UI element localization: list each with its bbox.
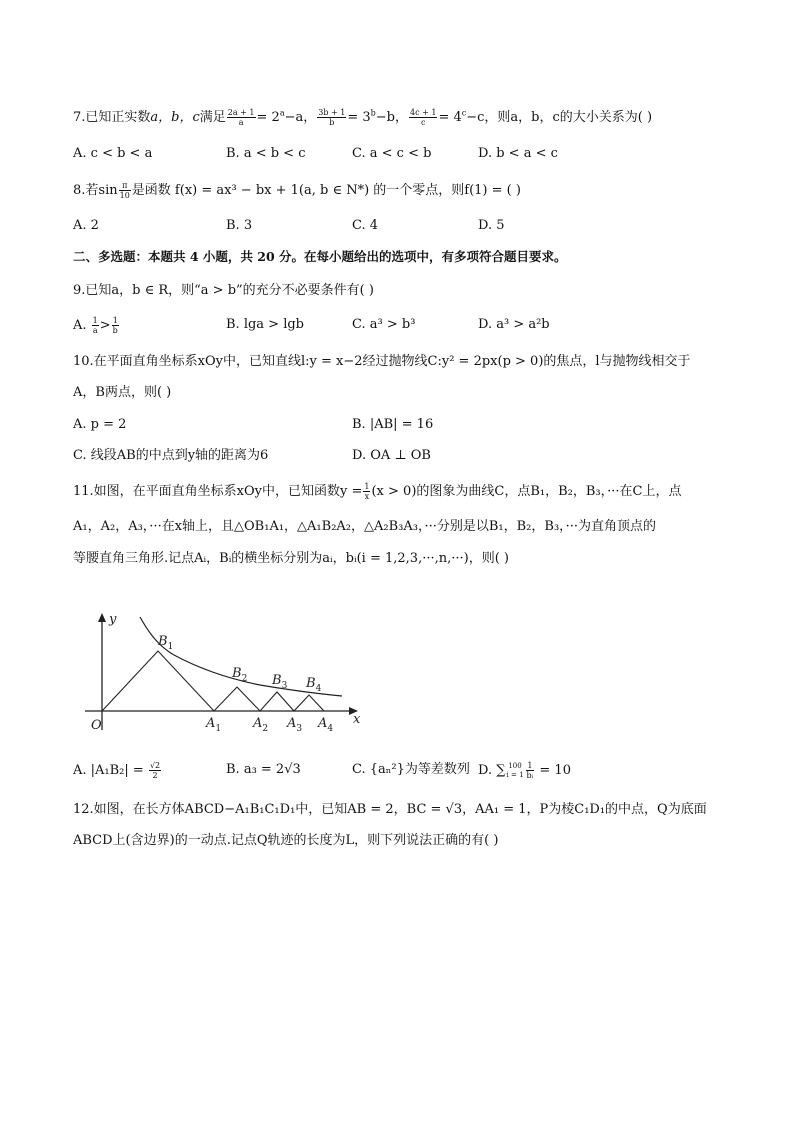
q7-frac-2-den: b bbox=[329, 118, 335, 127]
q7-frac-1-den: a bbox=[238, 118, 244, 127]
question-12-line-2: ABCD上(含边界)的一动点.记点Q轨迹的长度为L，则下列说法正确的有( ) bbox=[73, 833, 499, 848]
label-a4-sub: 4 bbox=[327, 724, 334, 734]
q11-d-frac bbox=[526, 761, 535, 780]
label-b1-letter: B bbox=[158, 634, 168, 649]
question-11-line-3: 等腰直角三角形.记点Aᵢ，Bᵢ的横坐标分别为aᵢ，bᵢ(i = 1,2,3,···,n,···)，则( ) bbox=[73, 551, 509, 566]
q11-line-1-b: (x > 0)的图象为曲线C，点B₁，B₂，B₃，···在C上，点 bbox=[371, 484, 682, 499]
question-9-stem: 9.已知a，b ∈ R，则“a > b”的充分不必要条件有( ) bbox=[73, 283, 374, 298]
question-7-stem bbox=[73, 108, 652, 127]
section-2-heading: 二、多选题：本题共 4 小题，共 20 分。在每小题给出的选项中，有多项符合题目要求。 bbox=[73, 249, 567, 264]
q11-line-1-a: 11.如图，在平面直角坐标系xOy中，已知函数y = bbox=[73, 484, 363, 499]
label-a1-letter: A bbox=[206, 716, 216, 731]
q9-option-a-frac-1 bbox=[92, 316, 99, 335]
q9-option-a-label: A. bbox=[73, 318, 87, 333]
label-a2-sub: 2 bbox=[262, 724, 269, 734]
q10-option-c: C. 线段AB的中点到y轴的距离为6 bbox=[73, 448, 269, 463]
q7-frac-2 bbox=[317, 108, 346, 127]
y-axis-arrow-icon bbox=[98, 613, 106, 622]
q7-eq-3: = 4 bbox=[438, 110, 462, 125]
q11-d-den: bᵢ bbox=[526, 771, 534, 780]
question-10-line-2: A，B两点，则( ) bbox=[73, 385, 172, 400]
q7-eq-3-tail: −c，则a，b，c的大小关系为( ) bbox=[466, 110, 653, 125]
q10-option-a: A. p = 2 bbox=[73, 417, 127, 432]
q8-option-a: A. 2 bbox=[73, 218, 99, 233]
label-b4 bbox=[305, 676, 322, 694]
q7-option-c: C. a < c < b bbox=[352, 146, 432, 161]
label-b3-letter: B bbox=[272, 673, 282, 688]
q8-text-b: 是函数 f(x) = ax³ − bx + 1(a, b ∈ N*) 的一个零点，则f(1) = ( ) bbox=[131, 183, 521, 198]
q11-option-a bbox=[73, 761, 162, 780]
label-x: x bbox=[353, 712, 361, 727]
q11-a-pre: A. |A₁B₂| = bbox=[73, 763, 144, 778]
triangle-chain bbox=[102, 651, 324, 711]
question-8-stem bbox=[73, 181, 521, 200]
q7-option-b: B. a < b < c bbox=[226, 146, 306, 161]
q7-eq-1-tail: −a， bbox=[284, 110, 317, 125]
q11-frac bbox=[363, 482, 370, 501]
q11-option-c: C. {aₙ²}为等差数列 bbox=[352, 762, 470, 777]
q7-frac-3 bbox=[409, 108, 437, 127]
question-10-line-1: 10.在平面直角坐标系xOy中，已知直线l:y = x−2经过抛物线C:y² = 2px(p > 0)的焦点，l与抛物线相交于 bbox=[73, 354, 691, 369]
q9-option-a-frac-2 bbox=[112, 316, 119, 335]
q7-frac-3-num: 4c + 1 bbox=[410, 108, 437, 117]
q11-d-sup: 100 bbox=[508, 761, 522, 770]
q8-frac-den: 10 bbox=[119, 191, 130, 200]
q11-a-den: 2 bbox=[152, 771, 158, 780]
q11-d-limits bbox=[507, 762, 524, 780]
label-a2 bbox=[252, 716, 268, 734]
q9-a-mid: > bbox=[99, 318, 111, 333]
q9-a-f2-den: b bbox=[112, 326, 118, 335]
q11-a-num: √2 bbox=[149, 761, 161, 770]
q11-d-num: 1 bbox=[527, 761, 533, 770]
q7-text-a: 7.已知正实数 bbox=[73, 110, 151, 125]
q11-frac-num: 1 bbox=[364, 482, 370, 491]
q9-option-a bbox=[73, 316, 120, 335]
q7-eq-2: = 3 bbox=[347, 110, 371, 125]
label-a4-letter: A bbox=[318, 716, 328, 731]
label-b4-sub: 4 bbox=[315, 684, 322, 694]
label-b2-sub: 2 bbox=[241, 674, 248, 684]
q7-frac-2-num: 3b + 1 bbox=[318, 108, 346, 117]
label-a1-sub: 1 bbox=[215, 724, 222, 734]
q9-a-f2-num: 1 bbox=[112, 316, 118, 325]
q8-option-c: C. 4 bbox=[352, 218, 379, 233]
q11-d-pre: D. ∑ bbox=[478, 763, 506, 778]
q10-option-d: D. OA ⊥ OB bbox=[352, 448, 431, 463]
label-b2-letter: B bbox=[232, 666, 242, 681]
label-b3-sub: 3 bbox=[281, 681, 288, 691]
question-11-line-2: A₁，A₂，A₃，···在x轴上，且△OB₁A₁，△A₁B₂A₂，△A₂B₃A₃，···分别是以B₁，B₂，B₃，···为直角顶点的 bbox=[73, 519, 657, 534]
question-12-line-1: 12.如图，在长方体ABCD−A₁B₁C₁D₁中，已知AB = 2，BC = √3，AA₁ = 1，P为棱C₁D₁的中点，Q为底面 bbox=[73, 802, 707, 817]
q7-frac-1-num: 2a + 1 bbox=[227, 108, 255, 117]
q7-eq-2-exp: b bbox=[370, 108, 376, 118]
label-a4 bbox=[317, 716, 333, 734]
label-y: y bbox=[109, 612, 117, 627]
q7-option-a: A. c < b < a bbox=[73, 146, 153, 161]
label-b1-sub: 1 bbox=[167, 642, 174, 652]
hyperbola-triangles-figure bbox=[80, 605, 370, 735]
q11-frac-den: x bbox=[364, 492, 370, 501]
q7-eq-1: = 2 bbox=[256, 110, 280, 125]
q8-frac-num: π bbox=[119, 181, 131, 191]
q7-option-d: D. b < a < c bbox=[478, 146, 558, 161]
q7-eq-2-tail: −b， bbox=[375, 110, 408, 125]
q11-a-frac bbox=[149, 761, 161, 780]
q7-vars: a，b，c bbox=[150, 110, 200, 125]
label-a2-letter: A bbox=[253, 716, 263, 731]
q7-frac-1 bbox=[227, 108, 256, 127]
label-a3-letter: A bbox=[287, 716, 297, 731]
q9-a-f1-den: a bbox=[92, 326, 98, 335]
label-b4-letter: B bbox=[306, 676, 316, 691]
q9-option-d: D. a³ > a²b bbox=[478, 317, 550, 332]
q8-frac bbox=[119, 181, 131, 200]
q9-option-c: C. a³ > b³ bbox=[352, 317, 416, 332]
q7-frac-3-den: c bbox=[420, 118, 426, 127]
q11-d-sub: i = 1 bbox=[506, 770, 524, 779]
label-origin: O bbox=[91, 718, 102, 733]
q7-eq-3-exp: c bbox=[461, 108, 467, 118]
q10-option-b: B. |AB| = 16 bbox=[352, 417, 434, 432]
q11-option-b: B. a₃ = 2√3 bbox=[226, 762, 301, 777]
q7-eq-1-exp: a bbox=[279, 108, 285, 118]
label-b2 bbox=[231, 666, 247, 684]
label-a3 bbox=[286, 716, 302, 734]
q8-option-d: D. 5 bbox=[478, 218, 505, 233]
q11-d-tail: = 10 bbox=[539, 763, 571, 778]
question-11-line-1 bbox=[73, 482, 681, 501]
label-a3-sub: 3 bbox=[296, 724, 303, 734]
label-a1 bbox=[205, 716, 221, 734]
q11-option-d bbox=[478, 761, 571, 780]
q9-a-f1-num: 1 bbox=[92, 316, 98, 325]
q9-option-b: B. lga > lgb bbox=[226, 317, 305, 332]
q8-option-b: B. 3 bbox=[226, 218, 253, 233]
q8-text-a: 8.若sin bbox=[73, 183, 118, 198]
q7-text-b: 满足 bbox=[199, 110, 226, 125]
